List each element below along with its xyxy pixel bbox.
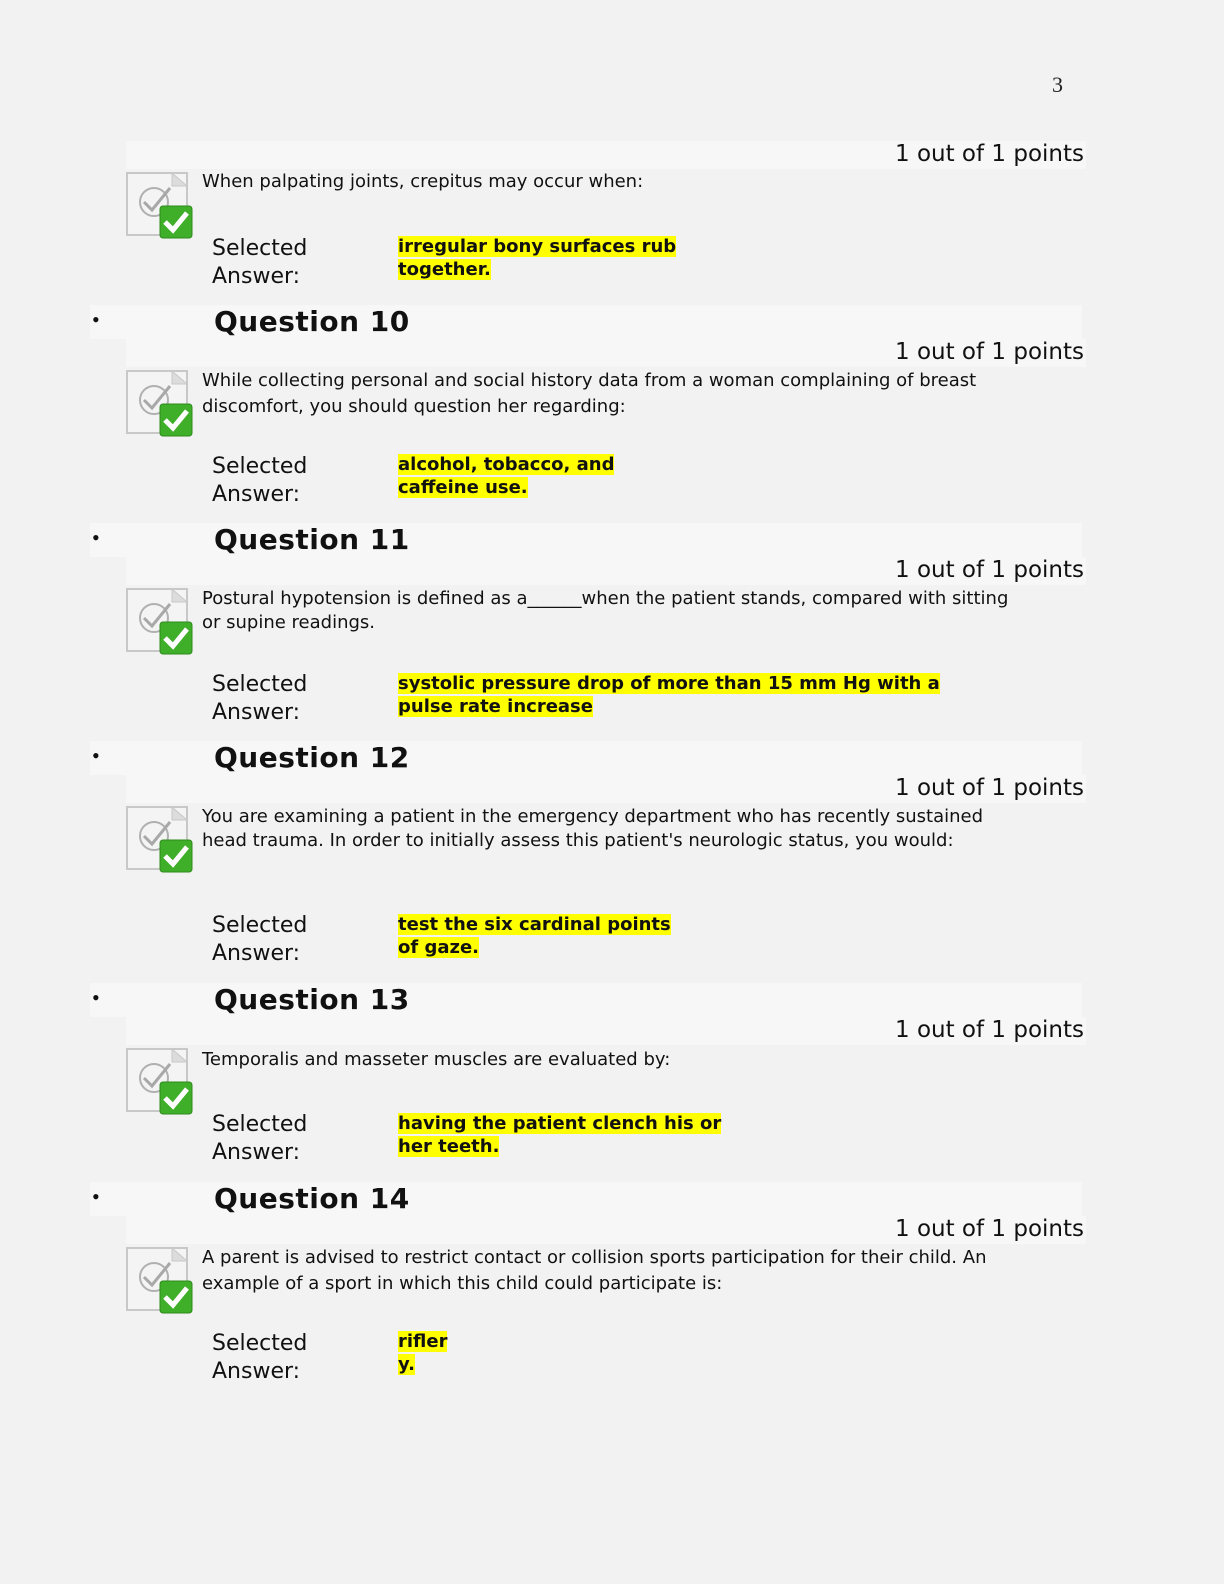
- selected-answer-label: Selected Answer:: [212, 672, 308, 725]
- question-title: Question 11: [214, 523, 410, 556]
- points-bar: [126, 339, 1086, 367]
- points-score: 1 out of 1 points: [895, 339, 1084, 365]
- correct-check-icon: [126, 806, 194, 874]
- question-heading: • Question 14: [90, 1182, 1082, 1216]
- points-bar: [126, 557, 1086, 585]
- question-text: While collecting personal and social history data from a woman complaining of breast discomfort, you should question her regarding:: [202, 370, 977, 417]
- selected-answer: irregular bony surfaces rub together.: [398, 236, 677, 280]
- question-heading: • Question 13: [90, 983, 1082, 1017]
- selected-answer: test the six cardinal points of gaze.: [398, 914, 671, 958]
- question-heading: • Question 11: [90, 523, 1082, 557]
- selected-answer: alcohol, tobacco, and caffeine use.: [398, 454, 615, 498]
- selected-answer-label: Selected Answer:: [212, 913, 308, 966]
- question-title: Question 14: [214, 1182, 410, 1215]
- correct-check-icon: [126, 1048, 194, 1116]
- correct-check-icon: [126, 588, 194, 656]
- points-bar: [126, 775, 1086, 803]
- question-heading: • Question 12: [90, 741, 1082, 775]
- question-title: Question 10: [214, 305, 410, 338]
- points-bar: [126, 1216, 1086, 1244]
- points-score: 1 out of 1 points: [895, 557, 1084, 583]
- question-text: You are examining a patient in the emergency department who has recently sustained head trauma. In order to initially assess this patient's neurologic status, you would:: [202, 806, 984, 851]
- points-bar: [126, 141, 1086, 169]
- selected-answer: rifler y.: [398, 1331, 448, 1375]
- question-text: When palpating joints, crepitus may occur when:: [202, 171, 644, 192]
- selected-answer-label: Selected Answer:: [212, 1331, 308, 1384]
- question-text: Temporalis and masseter muscles are evaluated by:: [202, 1049, 671, 1070]
- points-score: 1 out of 1 points: [895, 1216, 1084, 1242]
- correct-check-icon: [126, 172, 194, 240]
- correct-check-icon: [126, 370, 194, 438]
- selected-answer-label: Selected Answer:: [212, 1112, 308, 1165]
- selected-answer-label: Selected Answer:: [212, 236, 308, 289]
- points-bar: [126, 1017, 1086, 1045]
- points-score: 1 out of 1 points: [895, 141, 1084, 167]
- points-score: 1 out of 1 points: [895, 1017, 1084, 1043]
- selected-answer: having the patient clench his or her teeth.: [398, 1113, 722, 1157]
- selected-answer-label: Selected Answer:: [212, 454, 308, 507]
- correct-check-icon: [126, 1247, 194, 1315]
- question-title: Question 13: [214, 983, 410, 1016]
- question-text: A parent is advised to restrict contact or collision sports participation for their child. An example of a sport in which this child could participate is:: [202, 1247, 987, 1294]
- selected-answer: systolic pressure drop of more than 15 mm Hg with a pulse rate increase: [398, 673, 940, 717]
- page-number: 3: [1052, 72, 1063, 97]
- question-text: Postural hypotension is defined as a______when the patient stands, compared with sitting or supine readings.: [202, 588, 1009, 633]
- question-title: Question 12: [214, 741, 410, 774]
- points-score: 1 out of 1 points: [895, 775, 1084, 801]
- question-heading: • Question 10: [90, 305, 1082, 339]
